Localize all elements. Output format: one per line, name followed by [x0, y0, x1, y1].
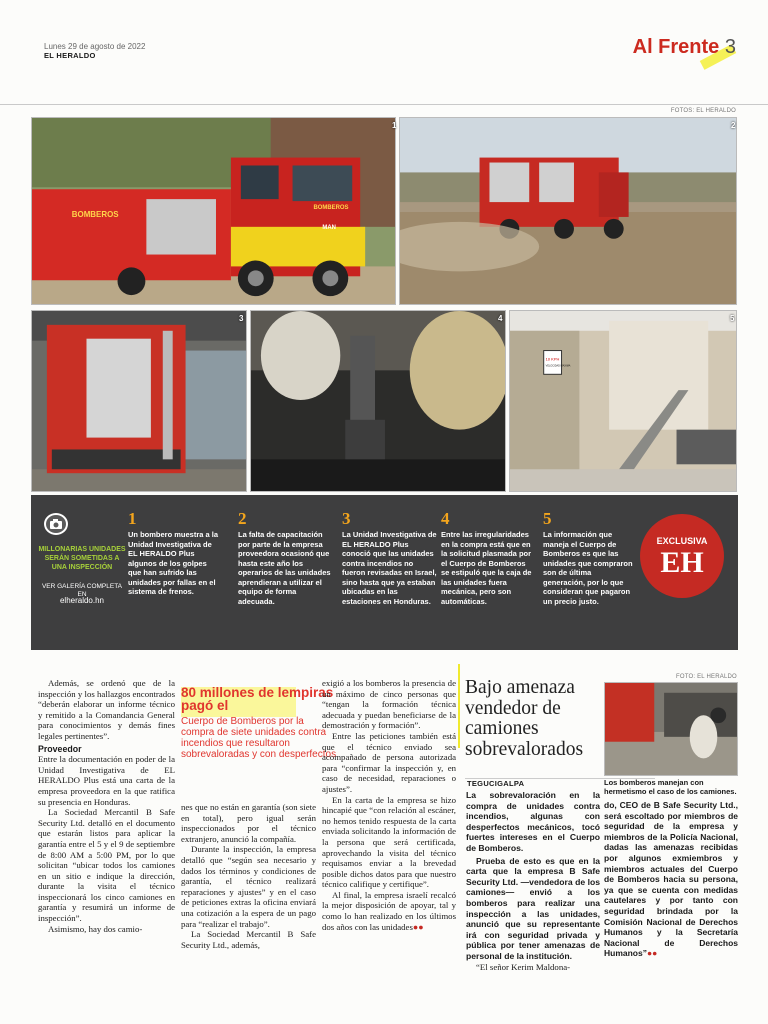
paragraph: “El señor Kerim Maldona- — [476, 961, 571, 972]
badge-logo: EH — [660, 546, 704, 579]
header-rule — [0, 104, 768, 105]
issue-date: Lunes 29 de agosto de 2022 — [44, 42, 146, 51]
column-5 — [604, 800, 738, 959]
info-text: La falta de capacitación por parte de la empresa proveedora ocasionó que hasta este año los operarios de las unidades aprendieran a utilizar el equipo de forma adecuada. — [238, 530, 331, 606]
photo-fire-truck-front — [31, 117, 396, 305]
paragraph: Durante la inspección, la empresa detalló que “según sea necesario y dados los términos y condiciones de garantía, el técnico realizará reparaciones y ajustes” y en el caso de peticiones extras la oficina enviará una cotización a la espera de un pago para “realizar el trabajo”. — [181, 844, 316, 929]
photo-caption: Los bomberos manejan con hermetismo el caso de los camiones. — [604, 778, 737, 796]
section-title — [633, 36, 736, 59]
photo-gear-lever — [250, 310, 506, 492]
paragraph: La Sociedad Mercantil B Safe Security Ltd., además, — [181, 929, 316, 950]
photo-number: 3 — [239, 314, 244, 323]
paragraph: nes que no están en garantía (son siete en total), pero igual serán inspeccionados por el técnico extranjero, anunció la compañía. — [181, 802, 316, 844]
paragraph: En la carta de la empresa se hizo hincapié que “con relación al escáner, no hemos tenido respuesta de la carta enviada solicitando la información de la persona que será certificada, aprovechando la visita del técnico requisamos enviar a la brevedad posible dichos datos para que nuestro técnico califique y certifique”. — [322, 794, 456, 890]
photo-credit: FOTOS: EL HERALDO — [670, 108, 736, 114]
paragraph: Entre las peticiones también está que el técnico enviado sea acompañado de persona autorizada para “confirmar la inspección y, en caso de necesidad, reparaciones o ajustes”. — [322, 730, 456, 794]
gallery-link[interactable]: elheraldo.hn — [59, 596, 105, 605]
photo-number: 1 — [392, 121, 397, 130]
info-text: Un bombero muestra a la Unidad Investigativa de EL HERALDO Plus algunos de los golpes que han sufrido las unidades por fallas en el sistema de frenos. — [128, 530, 219, 596]
column-2 — [181, 802, 316, 950]
photo-number: 2 — [731, 121, 736, 130]
subhead: Proveedor — [38, 743, 82, 754]
end-mark-icon: ●● — [646, 948, 658, 959]
highlight-subtitle: Cuerpo de Bomberos por la compra de siete unidades contra incendios que resultaron sobrevaloradas y con desperfectos — [181, 716, 337, 760]
column-3 — [322, 678, 456, 932]
highlighter-mark — [458, 664, 460, 748]
photo-fire-truck-dust — [399, 117, 737, 305]
paragraph: Asimismo, hay dos camio- — [48, 923, 143, 934]
dateline: TEGUCIGALPA — [467, 779, 525, 788]
info-number: 2 — [238, 509, 247, 528]
photo-number: 5 — [730, 314, 735, 323]
photo-number: 4 — [498, 314, 503, 323]
info-text: La información que maneja el Cuerpo de Bomberos es que las unidades que compraron son de última generación, por lo que consideran que pagaron un precio justo. — [543, 530, 633, 606]
badge-label: EXCLUSIVA — [656, 536, 708, 546]
paragraph: Entre la documentación en poder de la Unidad Investigativa de EL HERALDO Plus está una carta de la empresa proveedora en la que ratifica su presencia en Honduras. — [38, 754, 175, 807]
photo-truck-rear — [31, 310, 247, 492]
section-name: Al Frente — [632, 36, 720, 58]
main-headline: Bajo amenaza vendedor de camiones sobrevalorados — [465, 677, 584, 760]
sign-text: VELOCIDAD MAXIMA — [545, 364, 571, 368]
info-text: La Unidad Investigativa de EL HERALDO Plus conoció que las unidades contra incendios no fueron revisadas en Israel, sino hasta que ya estaban ubicadas en las estaciones en Honduras. — [342, 530, 437, 606]
paragraph: Al final, la empresa israelí recalcó la mejor disposición de apoyar, tal y como lo han realizado en los últimos dos años con las unidades — [322, 889, 456, 932]
sign-speed: 10 KPH — [545, 356, 560, 362]
truck-label: BOMBEROS — [71, 209, 119, 219]
photo-credit: FOTO: EL HERALDO — [676, 674, 737, 680]
photo-fire-station-stairs — [509, 310, 737, 492]
paragraph: Además, se ordenó que de la inspección y los hallazgos encontrados “deberán elaborar un informe técnico y remitido a la Comandancia General para conocimientos y demás fines legales pertinentes”. — [38, 678, 175, 741]
paragraph: La Sociedad Mercantil B Safe Security Ltd. detalló en el documento que estarán listos para aplicar la garantía entre el 5 y el 9 de septiembre de 8:00 AM a 5:00 PM, por lo que solicitan “ubicar todos los camiones en un sitio e indique la dirección, durante la visita el técnico inspeccionará los cinco camiones en garantía y resumirá un informe de inspección”. — [38, 807, 175, 924]
info-number: 1 — [128, 509, 137, 528]
info-text: Entre las irregularidades en la compra está que en la solicitud plasmada por el Cuerpo de Bomberos se estipuló que la caja de las unidades fuera mecánica, pero son automáticas. — [441, 530, 532, 606]
gallery-title: MILLONARIAS UNIDADES SERÁN SOMETIDAS A UNA INSPECCIÓN — [38, 546, 126, 571]
brand-label: MAN — [322, 224, 336, 231]
info-number: 3 — [342, 509, 351, 528]
cab-label: BOMBEROS — [313, 205, 349, 212]
photo-firefighter-workshop — [604, 682, 738, 776]
camera-icon — [44, 513, 68, 535]
page-number: 3 — [724, 36, 736, 58]
end-mark-icon: ●● — [412, 921, 424, 932]
column-4 — [466, 790, 600, 972]
column-1 — [38, 678, 175, 934]
gallery-caption: VER GALERÍA COMPLETA EN — [41, 583, 123, 598]
lead: La sobrevaloración en la compra de unidades contra incendios, algunas con desperfectos mecánicos, tocó fuertes intereses en el Cuerpo de Bomberos. — [466, 790, 600, 853]
paragraph: do, CEO de B Safe Security Ltd., será escoltado por miembros de seguridad de la empresa y miembros de la Policía Nacional, dadas las amenazas recibidas por algunos exmiembros y miembros actuales del Cuerpo de Bomberos hacia su persona, ya que se cuenta con medidas cautelares y por tanto con seguridad brindada por la Comisión Nacional de Derechos Humanos y la Secretaría Nacional de Derechos Humanos” — [604, 800, 738, 959]
info-number: 4 — [441, 509, 450, 528]
newspaper-name: EL HERALDO — [44, 51, 96, 60]
info-number: 5 — [543, 509, 552, 528]
highlight-title: 80 millones de lempiras pagó el — [181, 685, 334, 713]
paragraph: exigió a los bomberos la presencia de un máximo de cinco personas que “tengan la formación técnica adecuada y puedan beneficiarse de la demostración y formación”. — [322, 678, 456, 731]
paragraph: Prueba de esto es que en la carta que la empresa B Safe Security Ltd. —vendedora de los camiones— envió a los bomberos para realizar una inspección a las unidades, anunció que su representante irá con seguridad privada y pública por tener amenazas de personal de la institución. — [466, 855, 600, 961]
